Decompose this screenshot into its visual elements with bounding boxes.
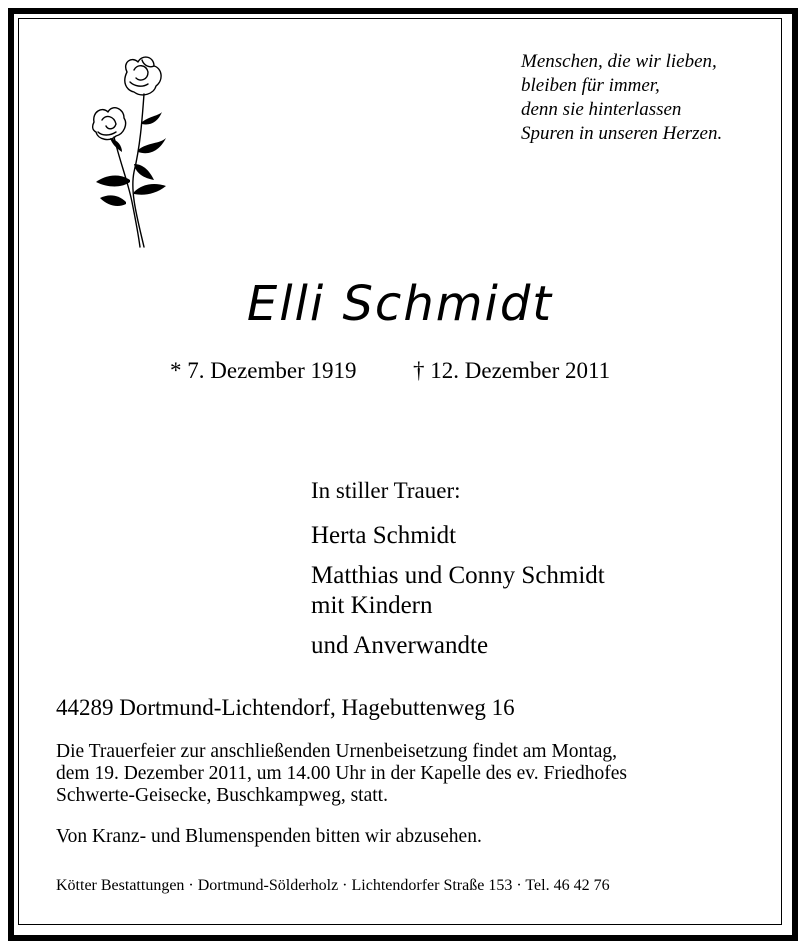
death-date: † 12. Dezember 2011 [413,358,611,383]
mourners-list [311,521,605,661]
rose-icon [82,52,182,252]
poem-line: denn sie hinterlassen [521,99,682,120]
deceased-name: Elli Schmidt [246,276,554,332]
memorial-poem [521,50,722,146]
funeral-home-footer: Kötter Bestattungen · Dortmund-Sölderholz · Lichtendorfer Straße 153 · Tel. 46 42 76 [56,877,610,894]
mourner-name: mit Kindern [311,592,433,619]
poem-line: Spuren in unseren Herzen. [521,123,723,144]
poem-line: Menschen, die wir lieben, [521,51,717,72]
ceremony-line: Schwerte-Geisecke, Buschkampweg, statt. [56,785,388,806]
mourner-name: und Anverwandte [311,632,489,659]
ceremony-line: dem 19. Dezember 2011, um 14.00 Uhr in der Kapelle des ev. Friedhofes [56,763,627,784]
birth-date: * 7. Dezember 1919 [170,358,357,383]
flowers-note: Von Kranz- und Blumenspenden bitten wir abzusehen. [56,826,482,847]
mourner-name: Matthias und Conny Schmidt [311,562,605,589]
poem-line: bleiben für immer, [521,75,660,96]
ceremony-line: Die Trauerfeier zur anschließenden Urnenbeisetzung findet am Montag, [56,741,617,762]
family-address: 44289 Dortmund-Lichtendorf, Hagebuttenweg 16 [56,695,515,720]
ceremony-info [56,741,627,807]
mourning-intro: In stiller Trauer: [311,478,461,503]
mourner-name: Herta Schmidt [311,522,457,549]
